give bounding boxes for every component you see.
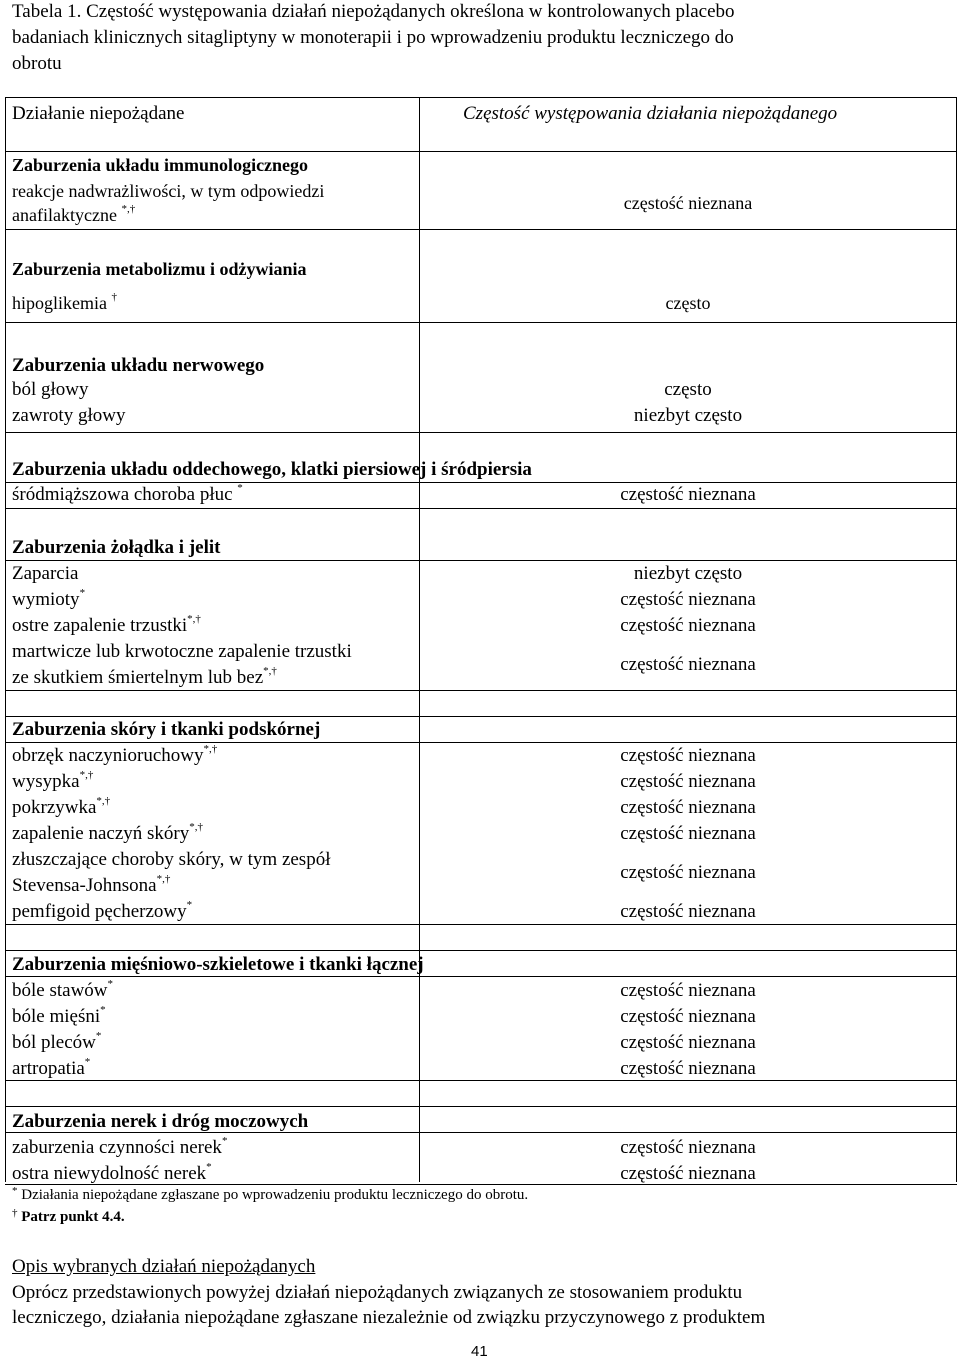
page-number: 41 xyxy=(471,1343,488,1360)
row-divider xyxy=(5,151,957,152)
footnote-postmarketing: * Działania niepożądane zgłaszane po wprowadzeniu produktu leczniczego do obrotu. xyxy=(12,1185,529,1203)
frequency-value: częstość nieznana xyxy=(620,862,756,883)
frequency-value: częstość nieznana xyxy=(620,589,756,610)
frequency-value: często xyxy=(665,293,711,313)
footnote-marker: * xyxy=(95,1030,102,1042)
group-title-nervous: Zaburzenia układu nerwowego xyxy=(12,355,265,376)
row-label: wymioty* xyxy=(12,587,86,610)
footnote-marker: *,† xyxy=(187,613,201,625)
row-divider xyxy=(5,508,957,509)
row-label: ze skutkiem śmiertelnym lub bez*,† xyxy=(12,665,277,688)
row-label: pokrzywka*,† xyxy=(12,795,111,818)
section-heading: Opis wybranych działań niepożądanych xyxy=(12,1256,316,1277)
row-divider xyxy=(5,690,957,691)
footnote-marker: * xyxy=(221,1135,228,1147)
column-header-frequency: Częstość występowania działania niepożądanego xyxy=(463,103,838,124)
row-label: Stevensa-Johnsona*,† xyxy=(12,873,171,896)
frequency-value: częstość nieznana xyxy=(620,1163,756,1184)
frequency-value: częstość nieznana xyxy=(620,797,756,818)
frequency-value: częstość nieznana xyxy=(620,615,756,636)
row-label: wysypka*,† xyxy=(12,769,94,792)
row-divider xyxy=(5,560,957,561)
row-divider xyxy=(5,322,957,323)
column-header-reaction: Działanie niepożądane xyxy=(12,103,185,124)
row-divider xyxy=(5,1106,957,1107)
footnote-marker: † xyxy=(111,291,117,303)
row-label: ostre zapalenie trzustki*,† xyxy=(12,613,201,636)
frequency-value: częstość nieznana xyxy=(620,484,756,505)
table-caption-line-3: obrotu xyxy=(12,53,62,74)
table-border-right xyxy=(956,97,957,1182)
footnote-marker: * xyxy=(206,1161,212,1173)
row-divider xyxy=(5,482,957,483)
frequency-value: niezbyt często xyxy=(633,563,743,584)
row-label: zaburzenia czynności nerek* xyxy=(12,1135,228,1158)
frequency-value: częstość nieznana xyxy=(620,1006,756,1027)
footnote-marker: * xyxy=(79,587,86,599)
row-label: zawroty głowy xyxy=(12,405,126,426)
frequency-value: niezbyt często xyxy=(633,405,743,426)
footnote-marker: * xyxy=(100,1004,106,1016)
row-divider xyxy=(5,950,957,951)
row-label: pemfigoid pęcherzowy* xyxy=(12,899,193,922)
row-label: ból pleców* xyxy=(12,1030,102,1053)
row-label: reakcje nadwrażliwości, w tym odpowiedzi xyxy=(12,181,325,201)
frequency-value: częstość nieznana xyxy=(620,1137,756,1158)
footnote-see-section: † Patrz punkt 4.4. xyxy=(12,1207,125,1225)
row-label: artropatia* xyxy=(12,1056,91,1079)
frequency-value: częstość nieznana xyxy=(620,901,756,922)
row-divider xyxy=(5,976,957,977)
frequency-value: częstość nieznana xyxy=(620,771,756,792)
table-border-top xyxy=(5,97,957,98)
frequency-value: częstość nieznana xyxy=(620,1032,756,1053)
footnote-marker: * xyxy=(237,482,243,494)
frequency-value: częstość nieznana xyxy=(623,193,753,213)
row-label: obrzęk naczynioruchowy*,† xyxy=(12,743,218,766)
group-title-skin: Zaburzenia skóry i tkanki podskórnej xyxy=(12,719,321,740)
row-label: ból głowy xyxy=(12,379,89,400)
footnote-marker: *,† xyxy=(203,743,218,755)
footnote-marker: *,† xyxy=(263,665,277,677)
section-paragraph-line-2: leczniczego, działania niepożądane zgłaszane niezależnie od związku przyczynowego z produktem xyxy=(12,1307,766,1328)
table-border-bottom xyxy=(5,1184,957,1185)
footnote-marker: *,† xyxy=(96,795,111,807)
table-border-left xyxy=(5,97,6,1182)
group-title-immune: Zaburzenia układu immunologicznego xyxy=(12,155,309,175)
row-label: hipoglikemia † xyxy=(12,291,117,313)
row-divider xyxy=(5,924,957,925)
frequency-value: często xyxy=(664,379,712,400)
footnote-marker: * xyxy=(186,899,193,911)
footnote-marker: *,† xyxy=(79,769,94,781)
frequency-value: częstość nieznana xyxy=(620,745,756,766)
frequency-value: częstość nieznana xyxy=(620,654,756,675)
group-title-respiratory: Zaburzenia układu oddechowego, klatki piersiowej i śródpiersia xyxy=(12,459,532,480)
row-divider xyxy=(5,1080,957,1081)
footnote-marker: *,† xyxy=(121,203,136,215)
frequency-value: częstość nieznana xyxy=(620,823,756,844)
section-paragraph-line-1: Oprócz przedstawionych powyżej działań niepożądanych związanych ze stosowaniem produktu xyxy=(12,1282,743,1303)
row-divider xyxy=(5,432,957,433)
group-title-gastrointestinal: Zaburzenia żołądka i jelit xyxy=(12,537,221,558)
row-divider xyxy=(5,716,957,717)
group-title-musculoskeletal: Zaburzenia mięśniowo-szkieletowe i tkanki łącznej xyxy=(12,954,424,975)
row-divider xyxy=(5,229,957,230)
row-label: bóle mięśni* xyxy=(12,1004,106,1027)
footnote-marker: *,† xyxy=(156,873,171,885)
row-label: martwicze lub krwotoczne zapalenie trzustki xyxy=(12,641,352,662)
footnote-marker: * xyxy=(84,1056,91,1068)
group-title-renal: Zaburzenia nerek i dróg moczowych xyxy=(12,1111,309,1132)
row-label: zapalenie naczyń skóry*,† xyxy=(12,821,203,844)
row-divider xyxy=(5,1132,957,1133)
row-label: anafilaktyczne *,† xyxy=(12,203,136,225)
footnote-marker: * xyxy=(107,978,114,990)
row-divider xyxy=(5,742,957,743)
row-label: Zaparcia xyxy=(12,563,79,584)
row-label: śródmiąższowa choroba płuc * xyxy=(12,482,243,505)
row-label: złuszczające choroby skóry, w tym zespół xyxy=(12,849,331,870)
footnote-marker: *,† xyxy=(189,821,203,833)
table-caption-line-2: badaniach klinicznych sitagliptyny w monoterapii i po wprowadzeniu produktu leczniczego do xyxy=(12,27,734,48)
frequency-value: częstość nieznana xyxy=(620,980,756,1001)
group-title-metabolism: Zaburzenia metabolizmu i odżywiania xyxy=(12,259,307,279)
row-label: ostra niewydolność nerek* xyxy=(12,1161,212,1184)
table-caption-line-1: Tabela 1. Częstość występowania działań niepożądanych określona w kontrolowanych placebo xyxy=(12,1,735,22)
row-label: bóle stawów* xyxy=(12,978,114,1001)
frequency-value: częstość nieznana xyxy=(620,1058,756,1079)
